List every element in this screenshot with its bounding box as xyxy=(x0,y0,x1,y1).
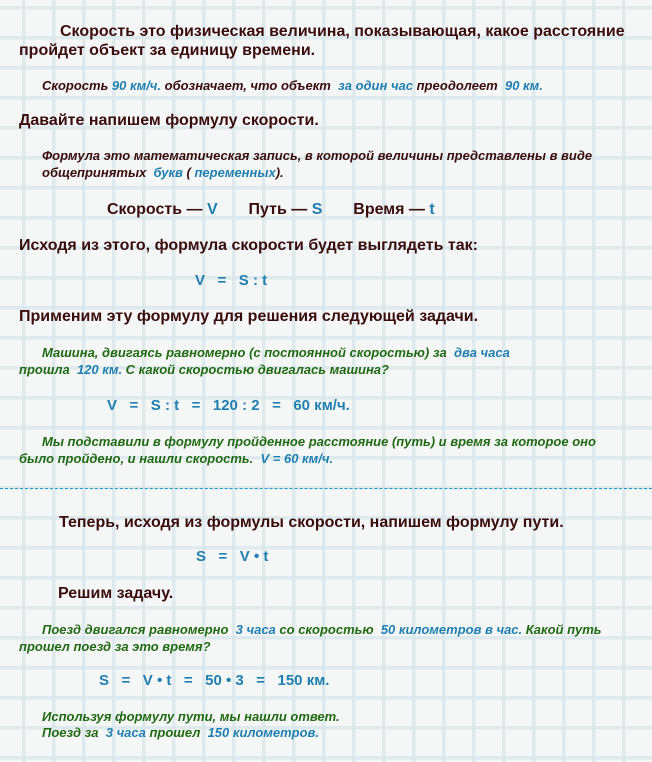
problem-text: Поезд двигался равномерно xyxy=(42,622,233,637)
example-text: Скорость xyxy=(42,78,112,93)
example-value: 90 км/ч. xyxy=(111,78,162,93)
formula-def-term: переменных xyxy=(194,165,276,180)
problem-1-line-1 xyxy=(42,344,510,362)
formula-def-text: ). xyxy=(275,165,284,180)
heading-solve: Решим задачу. xyxy=(58,585,174,602)
problem-1-line-2 xyxy=(19,361,389,379)
problem-value: 50 километров в час. xyxy=(380,622,523,637)
formula-def-text: общепринятых xyxy=(42,165,150,180)
definition-line-1: Скорость это физическая величина, показывающая, какое расстояние xyxy=(60,23,625,40)
problem-text: Машина, двигаясь равномерно (с постоянной скоростью) за xyxy=(42,345,451,360)
answer-line-2 xyxy=(42,724,319,742)
speed-example xyxy=(42,77,543,95)
section-divider xyxy=(0,488,652,489)
formula-definition-line-1: Формула это математическая запись, в которой величины представлены в виде xyxy=(42,148,593,163)
variable-name: Скорость — xyxy=(107,201,203,218)
problem-value: 3 часа xyxy=(235,622,276,637)
variable-path xyxy=(249,201,323,218)
formula-def-term: букв xyxy=(153,165,183,180)
variable-symbol: S xyxy=(311,201,323,218)
heading-path-formula: Теперь, исходя из формулы скорости, напишем формулу пути. xyxy=(59,514,564,531)
solution-1: V = S : t = 120 : 2 = 60 км/ч. xyxy=(107,397,350,414)
example-value: за один час xyxy=(338,78,413,93)
answer-line-1: Используя формулу пути, мы нашли ответ. xyxy=(42,709,340,724)
problem-value: 120 км. xyxy=(76,362,123,377)
variable-name: Время — xyxy=(353,201,425,218)
example-text: преодолеет xyxy=(413,78,502,93)
variable-speed xyxy=(107,201,218,218)
formula-def-text: ( xyxy=(182,165,195,180)
example-text: обозначает, что объект xyxy=(161,78,335,93)
variable-time xyxy=(353,201,434,218)
problem-text: С какой скоростью двигалась машина? xyxy=(122,362,389,377)
path-formula: S = V • t xyxy=(196,548,269,565)
speed-formula: V = S : t xyxy=(195,272,268,289)
answer-text: Поезд за xyxy=(42,725,103,740)
problem-value: два часа xyxy=(453,345,510,360)
variable-name: Путь — xyxy=(248,201,308,218)
problem-text: прошла xyxy=(19,362,74,377)
problem-2-line-1 xyxy=(42,621,602,639)
explanation-value: V = 60 км/ч. xyxy=(260,451,334,466)
variable-symbol: t xyxy=(429,201,435,218)
heading-formula: Давайте напишем формулу скорости. xyxy=(19,112,319,129)
variables-row xyxy=(107,200,435,220)
heading-apply: Применим эту формулу для решения следующей задачи. xyxy=(19,308,479,325)
solution-2: S = V • t = 50 • 3 = 150 км. xyxy=(99,672,330,689)
variable-symbol: V xyxy=(206,201,218,218)
explanation-text: было пройдено, и нашли скорость. xyxy=(19,451,257,466)
problem-text: Какой путь xyxy=(522,622,602,637)
formula-definition-line-2 xyxy=(42,164,284,182)
answer-text: прошел xyxy=(145,725,204,740)
answer-value: 3 часа xyxy=(105,725,146,740)
explanation-1-line-2 xyxy=(19,450,333,468)
heading-speed-formula: Исходя из этого, формула скорости будет выглядеть так: xyxy=(19,237,478,254)
example-value: 90 км. xyxy=(504,78,543,93)
answer-value: 150 километров. xyxy=(207,725,320,740)
definition-line-2: пройдет объект за единицу времени. xyxy=(19,42,316,59)
explanation-1-line-1: Мы подставили в формулу пройденное расстояние (путь) и время за которое оно xyxy=(42,434,596,449)
problem-2-line-2: прошел поезд за это время? xyxy=(19,639,211,654)
problem-text: со скоростью xyxy=(275,622,378,637)
